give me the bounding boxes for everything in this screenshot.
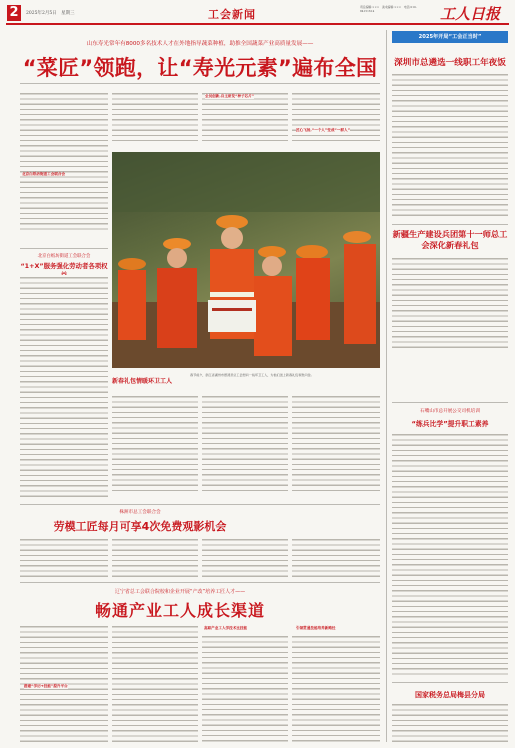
left-story-title: “1+X”服务强化劳动者各项权 xyxy=(20,262,108,270)
lead-title: “菜匠”领跑，让“寿光元素”遍布全国 xyxy=(22,56,378,80)
lead-subhead-1: 北京白纸坊街道工会联合会 xyxy=(22,172,66,176)
lead-kicker: 山东寿光常年有8000多名技术人才在外地指导蔬菜种植，助推全国蔬菜产业高质量发展—— xyxy=(86,41,314,47)
masthead-rule xyxy=(6,23,509,25)
section-title: 工会新闻 xyxy=(208,8,256,21)
bottom-subhead-3: 引领贯通技能培养新路径 xyxy=(296,626,336,630)
right-col-divider xyxy=(386,30,387,742)
right-col-banner: 2025年开局“工会正当时” xyxy=(392,31,508,43)
lead-text-col3 xyxy=(202,91,288,145)
bottom-story-text3 xyxy=(202,634,288,742)
right-story1-title: 深圳市总遴选一线职工年夜饭 xyxy=(394,58,506,68)
lead-divider xyxy=(20,83,380,84)
lead-text-col5 xyxy=(112,394,198,494)
lead-text-col1 xyxy=(20,91,108,231)
right-story3-title: “练兵比学”提升职工素养 xyxy=(411,420,489,428)
mid-story-text4 xyxy=(292,537,380,577)
lead-text-col6 xyxy=(202,394,288,494)
right-rule-2 xyxy=(392,402,508,403)
photo-caption-title: 新春礼包情暖环卫工人 xyxy=(112,378,173,385)
photo-caption: 春节前夕，浙江省湖州市德清县总工会慰问一线环卫工人，为他们送上新春礼包和慰问金。 xyxy=(190,373,314,377)
bottom-story-kicker: 辽宁省总工会联合院校和企业开展“产改”培养工匠人才—— xyxy=(114,589,246,595)
bottom-story-text2 xyxy=(112,624,198,742)
bottom-subhead-2: 高职产业工人学技术比技能 xyxy=(204,626,248,630)
bottom-story-text1 xyxy=(20,624,108,742)
photo-caption-box xyxy=(112,372,380,390)
paper-logo: 工人日报 xyxy=(440,5,501,23)
bottom-story-text4 xyxy=(292,634,380,742)
page-number-badge: 2 xyxy=(7,5,21,21)
editor-info: 责任编辑:××× 美术编辑:××× 电话:010-84151614 xyxy=(360,5,417,13)
issue-date: 2025年2月5日 星期三 xyxy=(26,11,75,16)
right-story3-kicker: 石嘴山市总开展公交司机培训 xyxy=(420,409,480,414)
workers-photo-graphic xyxy=(112,152,380,368)
mid-story-text1 xyxy=(20,537,108,577)
mid-story-kicker: 株洲市总工会联合会 xyxy=(119,510,161,515)
right-story4-title: 国家税务总局梅县分局 xyxy=(415,691,485,699)
left-story-rule xyxy=(20,248,108,249)
lead-text-col4 xyxy=(292,91,380,145)
mid-story-rule xyxy=(20,504,380,505)
bottom-story-rule xyxy=(20,582,380,583)
lead-text-col2 xyxy=(112,91,198,145)
lead-subhead-2: 全员创新,自主研发“种子芯片” xyxy=(205,94,255,98)
lead-subhead-3: 匠心飞扬,“一个人”变成“一群人” xyxy=(296,128,350,132)
left-story-text xyxy=(20,275,108,500)
mid-story-title: 劳模工匠每月可享4次免费观影机会 xyxy=(53,520,227,533)
right-story2-text xyxy=(392,256,508,352)
lead-photo xyxy=(112,152,380,368)
left-story-kicker: 北京白纸坊街道工会联合会 xyxy=(37,254,91,259)
bottom-subhead-1: 搭建“学历+技能”提升平台 xyxy=(24,684,68,688)
right-story2-title: 新疆生产建设兵团第十一师总工会深化新春礼包 xyxy=(392,229,508,250)
mid-story-text3 xyxy=(202,537,288,577)
right-story3-text xyxy=(392,432,508,678)
lead-text-col7 xyxy=(292,394,380,494)
mid-story-text2 xyxy=(112,537,198,577)
bottom-story-title: 畅通产业工人成长渠道 xyxy=(94,601,265,620)
right-story1-text xyxy=(392,72,508,220)
right-rule-1 xyxy=(392,224,508,225)
right-rule-3 xyxy=(392,682,508,683)
right-story4-text xyxy=(392,702,508,742)
